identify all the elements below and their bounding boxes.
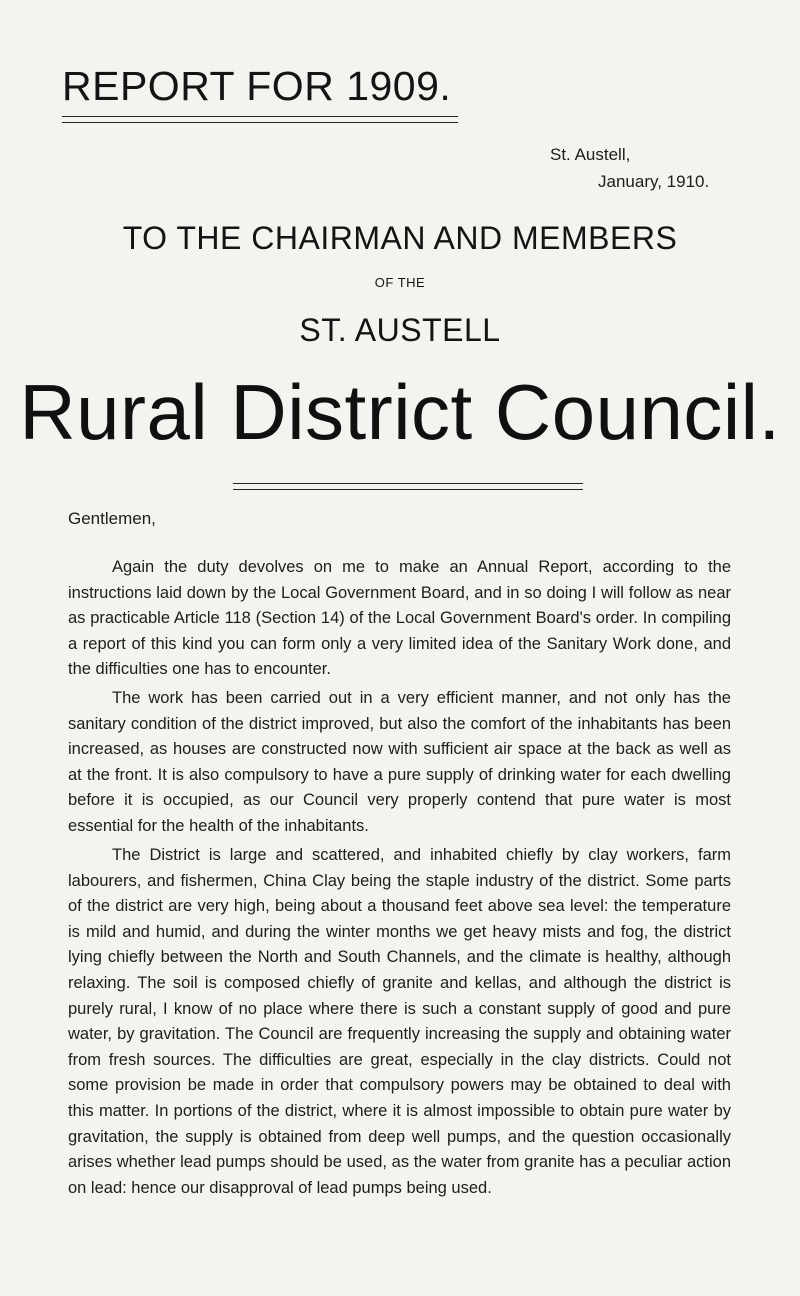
paragraph-sanitary-work: The work has been carried out in a very efficient manner, and not only has the sanitary condition of the district improved, but also the comfort of the inhabitants has been increased, as houses are constructed now with sufficient air space at the back as well as at the front. It is also compulsory to have a pure supply of drinking water for each dwelling before it is occupied, as our Council very properly contend that pure water is most essential for the health of the inhabitants. [68,689,731,835]
place-line: St. Austell, [550,145,631,164]
paragraph-annual-report: Again the duty devolves on me to make an Annual Report, according to the instructions laid down by the Local Government Board, and in so doing I will follow as near as practicable Article 118 (Section 14) of the Local Government Board's order. In compiling a report of this kind you can form only a very limited idea of the Sanitary Work done, and the difficulties one has to encounter. [68,558,731,679]
addressee-place: ST. AUSTELL [299,312,501,348]
addressee-of-the: OF THE [374,275,426,290]
salutation: Gentlemen, [68,509,156,528]
paragraph-district-description: The District is large and scattered, and inhabited chiefly by clay workers, farm labourers, and fishermen, China Clay being the staple industry of the district. Some parts of the district are very high, being about a thousand feet above sea level: the temperature is mild and humid, and during the winter months we get heavy mists and fog, the district lying chiefly between the North and South Channels, and the climate is healthy, although relaxing. The soil is composed chiefly of granite and kellas, and although the district is purely rural, I know of no place where there is such a constant supply of good and pure water, by gravitation. The Council are frequently increasing the supply and obtaining water from fresh sources. The difficulties are great, especially in the clay districts. Could not some provision be made in order that compulsory powers may be obtained to deal with this matter. In portions of the district, where it is almost impossible to obtain pure water by gravitation, the supply is obtained from deep well pumps, and the question occasionally arises whether lead pumps should be used, as the water from granite has a peculiar action on lead: hence our disapproval of lead pumps being used. [68,846,731,1197]
addressee-line: TO THE CHAIRMAN AND MEMBERS [122,220,678,256]
council-name-heading: Rural District Council. [19,368,781,456]
date-line: January, 1910. [598,172,710,191]
title-double-underline [62,116,458,123]
heading-double-rule [233,483,583,490]
report-title: REPORT FOR 1909. [62,63,452,109]
